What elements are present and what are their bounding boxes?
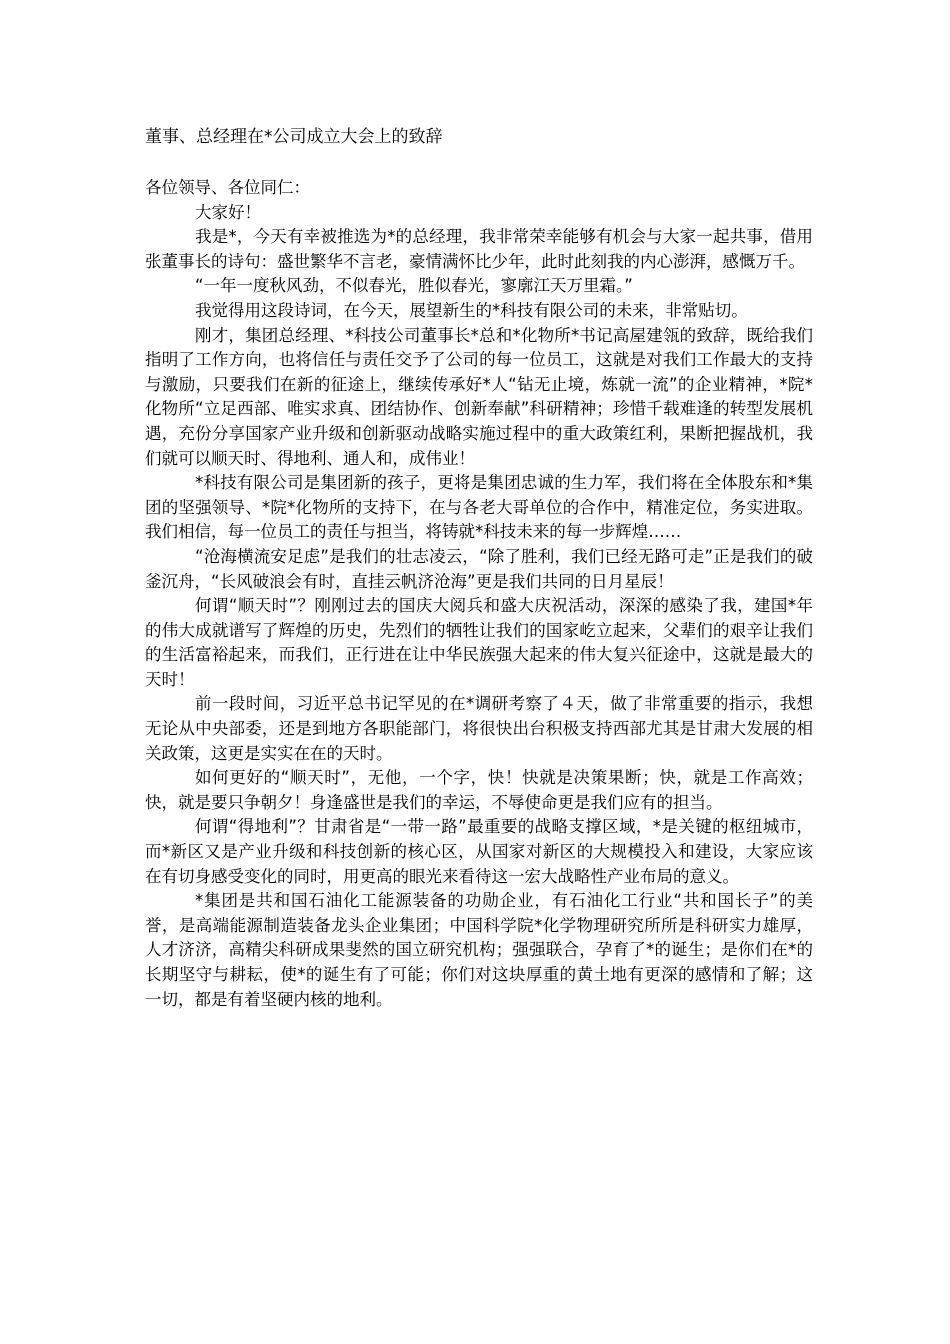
paragraph-tianshi-question: 何谓“顺天时”？刚刚过去的国庆大阅兵和盛大庆祝活动，深深的感染了我，建国*年的伟大成就谱写了辉煌的历史，先烈们的牺牲让我们的国家屹立起来，父辈们的艰辛让我们的生活富裕起来，而我们，正行进在让中华民族强大起来的伟大复兴征途中，这就是最大的天时！ (145, 596, 813, 689)
paragraph-poem-quote: “一年一度秋风劲，不似春光，胜似春光，寥廓江天万里霜。” (195, 276, 633, 296)
paragraph-tianshi-policy: 前一段时间，习近平总书记罕见的在*调研考察了４天，做了非常重要的指示，我想无论从中央部委，还是到地方各职能部门，将很快出台积极支持西部尤其是甘肃大发展的相关政策，这更是实实在在的天时。 (145, 694, 813, 763)
paragraph-greeting: 大家好！ (195, 202, 261, 222)
paragraph-introduction: 我是*，今天有幸被推选为*的总经理，我非常荣幸能够有机会与大家一起共事，借用张董事长的诗句：盛世繁华不言老，豪情满怀比少年，此时此刻我的内心澎湃，感慨万千。 (145, 227, 813, 271)
paragraph-leadership-speech: 刚才，集团总经理、*科技公司董事长*总和*化物所*书记高屋建瓴的致辞，既给我们指明了工作方向，也将信任与责任交予了公司的每一位员工，这就是对我们工作最大的支持与激励，只要我们在新的征途上，继续传承好*人“钻无止境，炼就一流”的企业精神，*院*化物所“立足西部、唯实求真、团结协作、创新奉献”科研精神；珍惜千载难逢的转型发展机遇，充份分享国家产业升级和创新驱动战略实施过程中的重大政策红利，果断把握战机，我们就可以顺天时、得地利、通人和，成伟业！ (145, 325, 813, 468)
paragraph-dili-question: 何谓“得地利”？甘肃省是“一带一路”最重要的战略支撑区域，*是关键的枢纽城市，而*新区又是产业升级和科技创新的核心区，从国家对新区的大规模投入和建设，大家应该在有切身感受变化的同时，用更高的眼光来看待这一宏大战略性产业布局的意义。 (145, 817, 813, 886)
paragraph-company-role: *科技有限公司是集团新的孩子，更将是集团忠诚的生力军，我们将在全体股东和*集团的坚强领导、*院*化物所的支持下，在与各老大哥单位的合作中，精准定位，务实进取。我们相信，每一位员工的责任与担当，将铸就*科技未来的每一步辉煌…… (145, 473, 813, 542)
document-title: 董事、总经理在*公司成立大会上的致辞 (145, 127, 443, 147)
paragraph-tianshi-speed: 如何更好的“顺天时”，无他，一个字，快！快就是决策果断；快，就是工作高效；快，就是要只争朝夕！身逢盛世是我们的幸运，不辱使命更是我们应有的担当。 (145, 768, 813, 812)
paragraph-aspirations: “沧海横流安足虑”是我们的壮志凌云，“除了胜利，我们已经无路可走”正是我们的破釜沉舟，“长风破浪会有时，直挂云帆济沧海”更是我们共同的日月星辰！ (145, 546, 813, 591)
document-body (145, 176, 813, 1012)
paragraph-poem-comment: 我觉得用这段诗词，在今天，展望新生的*科技有限公司的未来，非常贴切。 (195, 300, 748, 320)
salutation: 各位领导、各位同仁： (145, 178, 310, 197)
paragraph-dili-partners: *集团是共和国石油化工能源装备的功勋企业，有石油化工行业“共和国长子”的美誉，是高端能源制造装备龙头企业集团；中国科学院*化学物理研究所所是科研实力雄厚，人才济济，高精尖科研成果斐然的国立研究机构；强强联合，孕育了*的诞生；是你们在*的长期坚守与耕耘，使*的诞生有了可能；你们对这块厚重的黄土地有更深的感情和了解；这一切，都是有着坚硬内核的地利。 (145, 891, 813, 1009)
